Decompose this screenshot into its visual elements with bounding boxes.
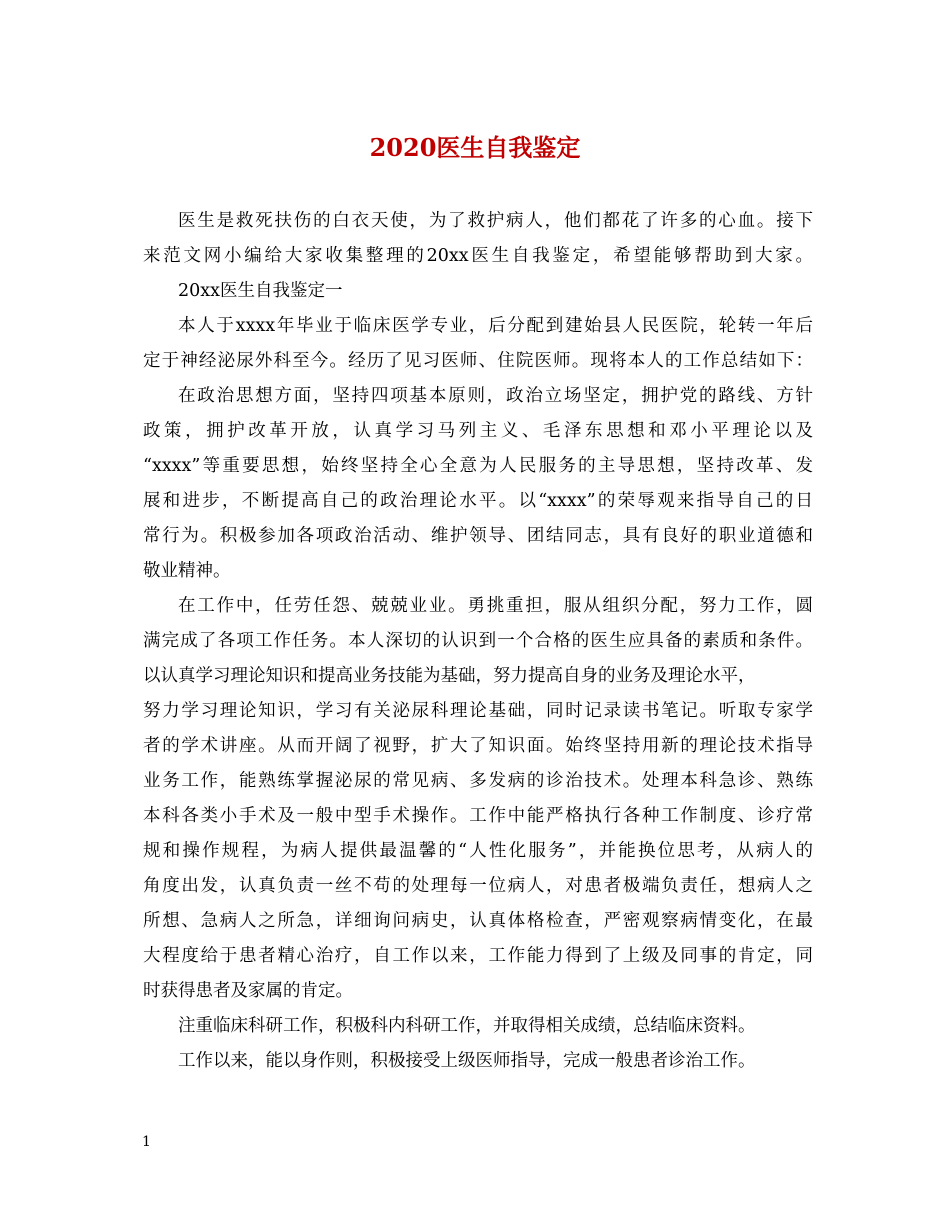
text-line: 努力学习理论知识，学习有关泌尿科理论基础，同时记录读书笔记。听取专家学 [143, 701, 813, 721]
text-line: 在政治思想方面，坚持四项基本原则，政治立场坚定，拥护党的路线、方针 [178, 386, 813, 406]
text-line: 注重临床科研工作，积极科内科研工作，并取得相关成绩，总结临床资料。 [178, 1016, 756, 1036]
text-line: 业务工作，能熟练掌握泌尿的常见病、多发病的诊治技术。处理本科急诊、熟练 [143, 771, 813, 791]
text-line: 医生是救死扶伤的白衣天使，为了救护病人，他们都花了许多的心血。接下 [178, 211, 813, 231]
text-line: 角度出发，认真负责一丝不苟的处理每一位病人，对患者极端负责任，想病人之 [143, 876, 813, 896]
text-line: 展和进步，不断提高自己的政治理论水平。以“xxxx”的荣辱观来指导自己的日 [143, 491, 813, 511]
text-line: 以认真学习理论知识和提高业务技能为基础，努力提高自身的业务及理论水平， [143, 666, 756, 686]
text-line: 在工作中，任劳任怨、兢兢业业。勇挑重担，服从组织分配，努力工作，圆 [178, 596, 813, 616]
section-heading: 20xx医生自我鉴定一 [178, 281, 343, 301]
text-line: 规和操作规程，为病人提供最温馨的“人性化服务”，并能换位思考，从病人的 [143, 841, 813, 861]
text-line: 满完成了各项工作任务。本人深切的认识到一个合格的医生应具备的素质和条件。 [143, 631, 813, 651]
text-line: 常行为。积极参加各项政治活动、维护领导、团结同志，具有良好的职业道德和 [143, 526, 813, 546]
text-line: 来范文网小编给大家收集整理的20xx医生自我鉴定，希望能够帮助到大家。 [143, 246, 813, 266]
text-line: 所想、急病人之所急，详细询问病史，认真体格检查，严密观察病情变化，在最 [143, 911, 813, 931]
text-line: 大程度给于患者精心治疗，自工作以来，工作能力得到了上级及同事的肯定，同 [143, 946, 813, 966]
text-line: “xxxx”等重要思想，始终坚持全心全意为人民服务的主导思想，坚持改革、发 [143, 456, 813, 476]
text-line: 者的学术讲座。从而开阔了视野，扩大了知识面。始终坚持用新的理论技术指导 [143, 736, 813, 756]
text-line: 本人于xxxx年毕业于临床医学专业，后分配到建始县人民医院，轮转一年后 [178, 316, 813, 336]
text-line: 本科各类小手术及一般中型手术操作。工作中能严格执行各种工作制度、诊疗常 [143, 806, 813, 826]
text-line: 政策，拥护改革开放，认真学习马列主义、毛泽东思想和邓小平理论以及 [143, 421, 813, 441]
text-line: 工作以来，能以身作则，积极接受上级医师指导，完成一般患者诊治工作。 [178, 1051, 756, 1071]
document-title: 2020医生自我鉴定 [369, 133, 581, 162]
text-line: 定于神经泌尿外科至今。经历了见习医师、住院医师。现将本人的工作总结如下： [143, 351, 813, 371]
text-line: 敬业精神。 [143, 561, 231, 581]
text-line: 时获得患者及家属的肯定。 [143, 981, 353, 1001]
page-number: 1 [142, 1134, 151, 1150]
